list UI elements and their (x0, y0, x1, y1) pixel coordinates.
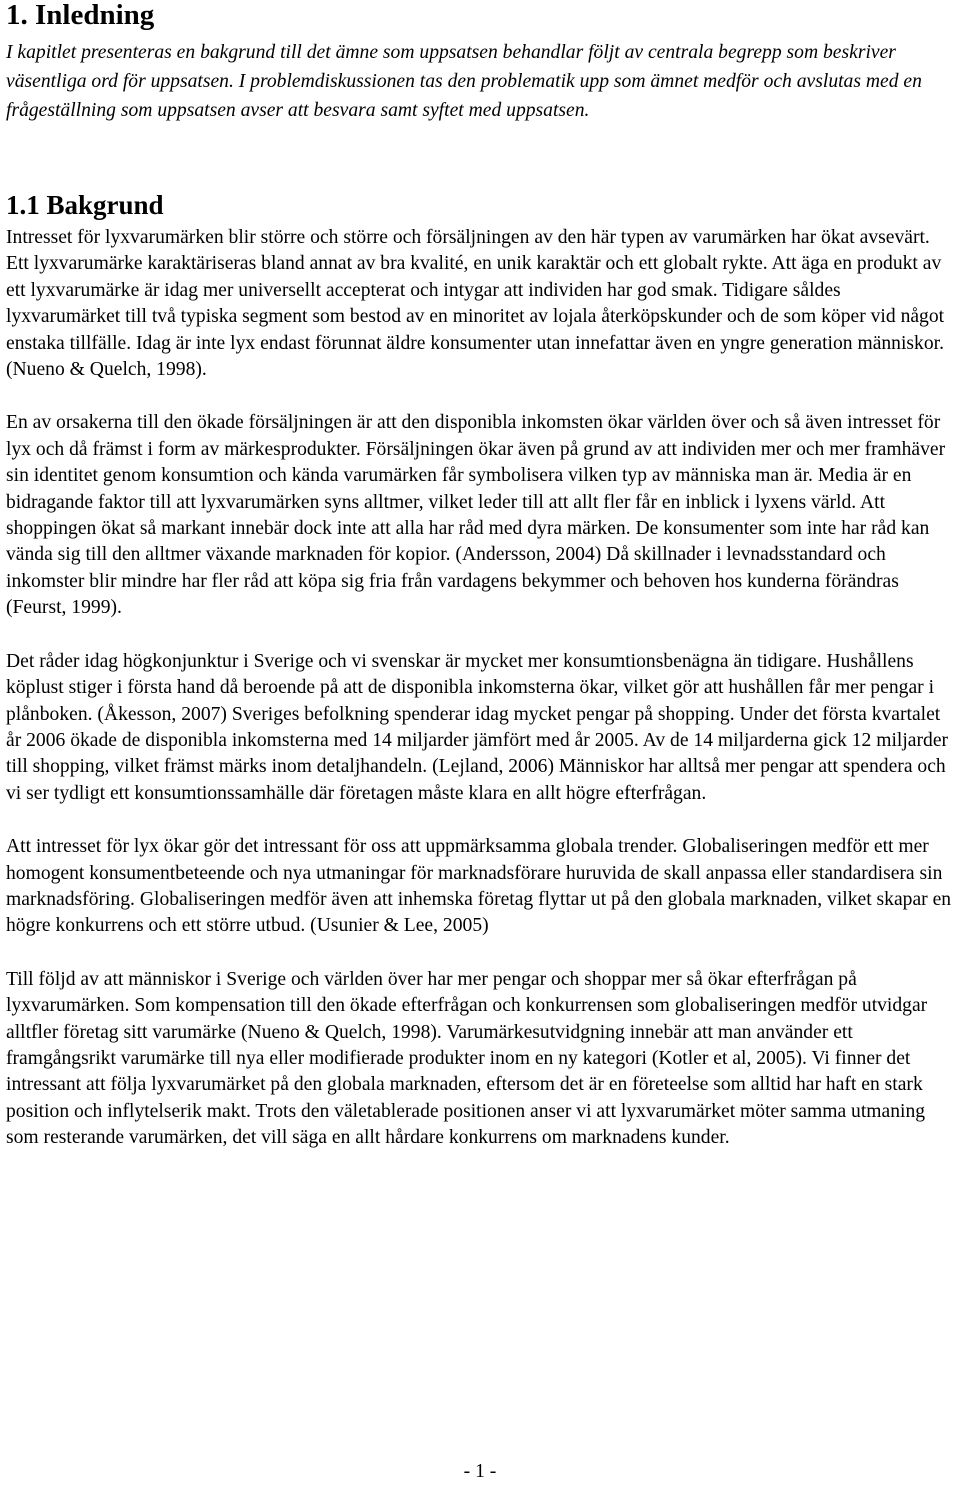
body-paragraph-2: En av orsakerna till den ökade försäljningen är att den disponibla inkomsten ökar världen över och så även intresset för lyx och då främst i form av märkesprodukter. Försäljningen ökar även på grund av att individen mer och mer framhäver sin identitet genom konsumtion och kända varumärken får symbolisera vilken typ av människa man är. Media är en bidragande faktor till att lyxvarumärken syns alltmer, vilket leder till att allt fler får en inblick i lyxens värld. Att shoppingen ökat så markant innebär dock inte att alla har råd med dyra märken. De konsumenter som inte har råd kan vända sig till den alltmer växande marknaden för kopior. (Andersson, 2004) Då skillnader i levnadsstandard och inkomster blir mindre har fler råd att köpa sig fria från vardagens bekymmer och behoven hos kunderna förändras (Feurst, 1999). (6, 412, 946, 619)
body-paragraph-1: Intresset för lyxvarumärken blir större och större och försäljningen av den här typen av varumärken har ökat avsevärt. Ett lyxvarumärke karaktäriseras bland annat av bra kvalité, en unik karaktär och ett globalt rykte. Att äga en produkt av ett lyxvarumärke är idag mer universellt accepterat och intygar att individen har god smak. Tidigare såldes lyxvarumärket till två typiska segment som bestod av en minoritet av lojala återköpskunder och de som köper vid något enstaka tillfälle. Idag är inte lyx endast förunnat äldre konsumenter utan innefattar även en yngre generation människor. (Nueno & Quelch, 1998). (6, 227, 945, 381)
section-heading: 1.1 Bakgrund (6, 190, 164, 220)
document-page (6, 0, 956, 1152)
body-paragraph-3: Det råder idag högkonjunktur i Sverige och vi svenskar är mycket mer konsumtionsbenägna än tidigare. Hushållens köplust stiger i första hand då beroende på att de disponibla inkomsterna ökar, vilket gör att hushållen får mer pengar i plånboken. (Åkesson, 2007) Sveriges befolkning spenderar idag mycket pengar på shopping. Under det första kvartalet år 2006 ökade de disponibla inkomsterna med 14 miljarder jämfört med år 2005. Av de 14 miljarderna gick 12 miljarder till shopping, vilket främst märks inom detaljhandeln. (Lejland, 2006) Människor har alltså mer pengar att spendera och vi ser tydligt ett konsumtionssamhälle där företagen måste klara en allt högre efterfrågan. (6, 650, 949, 804)
body-paragraph-5: Till följd av att människor i Sverige och världen över har mer pengar och shoppar mer så ökar efterfrågan på lyxvarumärken. Som kompensation till den ökade efterfrågan och konkurrensen som globaliseringen medför utvidgar alltfler företag sitt varumärke (Nueno & Quelch, 1998). Varumärkesutvidgning innebär att man använder ett framgångsrikt varumärke till nya eller modifierade produkter inom en ny kategori (Kotler et al, 2005). Vi finner det intressant att följa lyxvarumärket på den globala marknaden, eftersom det är en företeelse som alltid har haft en stark position och inflytelserik makt. Trots den väletablerade positionen anser vi att lyxvarumärket möter samma utmaning som resterande varumärken, det vill säga en allt hårdare konkurrens om marknadens kunder. (6, 968, 928, 1149)
chapter-heading: 1. Inledning (6, 0, 155, 31)
chapter-intro: I kapitlet presenteras en bakgrund till det ämne som uppsatsen behandlar följt av centrala begrepp som beskriver väsentliga ord för uppsatsen. I problemdiskussionen tas den problematik upp som ämnet medför och avslutas med en frågeställning som uppsatsen avser att besvara samt syftet med uppsatsen. (6, 42, 922, 121)
body-paragraph-4: Att intresset för lyx ökar gör det intressant för oss att uppmärksamma globala trender. Globaliseringen medför ett mer homogent konsumentbeteende och nya utmaningar för marknadsförare huruvida de skall anpassa eller standardisera sin marknadsföring. Globaliseringen medför även att inhemska företag flyttar ut på den globala marknaden, vilket skapar en högre konkurrens och ett större utbud. (Usunier & Lee, 2005) (6, 836, 952, 937)
page-number: - 1 - (463, 1461, 497, 1482)
